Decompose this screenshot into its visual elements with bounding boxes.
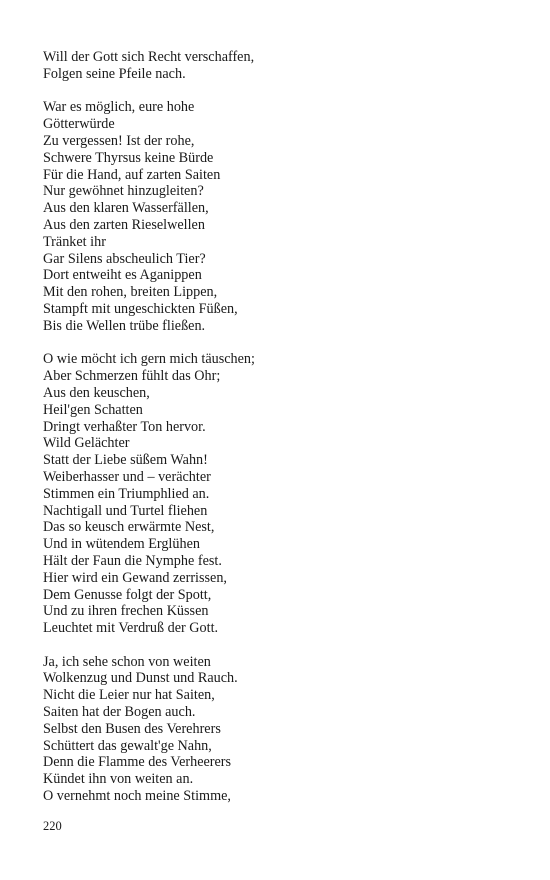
verse-line: War es möglich, eure hohe [43, 99, 195, 116]
verse-line: Gar Silens abscheulich Tier? [43, 250, 206, 267]
verse-line: Nachtigall und Turtel fliehen [43, 502, 208, 519]
verse-line: Für die Hand, auf zarten Saiten [43, 166, 221, 183]
stanza [43, 654, 523, 805]
verse-line: Selbst den Busen des Verehrers [43, 720, 221, 737]
verse-line: Aus den zarten Rieselwellen [43, 216, 205, 233]
verse-line: Folgen seine Pfeile nach. [43, 65, 186, 82]
verse-line: Aus den klaren Wasserfällen, [43, 200, 209, 217]
verse-line: O vernehmt noch meine Stimme, [43, 788, 231, 805]
verse-line: Stampft mit ungeschickten Füßen, [43, 300, 238, 317]
verse-line: Kündet ihn von weiten an. [43, 771, 194, 788]
verse-line: Will der Gott sich Recht verschaffen, [43, 49, 255, 65]
page-number: 220 [43, 819, 62, 833]
verse-line: Weiberhasser und – verächter [43, 468, 211, 485]
verse-line: Und zu ihren frechen Küssen [43, 603, 209, 620]
verse-line: Mit den rohen, breiten Lippen, [43, 284, 218, 301]
verse-line: Aus den keuschen, [43, 384, 150, 401]
stanza [43, 99, 523, 334]
verse-line: Schüttert das gewalt'ge Nahn, [43, 737, 212, 754]
verse-line: Saiten hat der Bogen auch. [43, 704, 196, 721]
verse-line: Dort entweiht es Aganippen [43, 267, 202, 284]
verse-line: Nicht die Leier nur hat Saiten, [43, 687, 215, 704]
verse-line: Ja, ich sehe schon von weiten [43, 653, 211, 670]
verse-line: Wild Gelächter [43, 435, 130, 452]
verse-line: Dem Genusse folgt der Spott, [43, 586, 212, 603]
verse-line: Nur gewöhnet hinzugleiten? [43, 183, 204, 200]
verse-line: Statt der Liebe süßem Wahn! [43, 452, 208, 469]
verse-line: Dringt verhaßter Ton hervor. [43, 418, 206, 435]
poem-body [43, 49, 523, 822]
verse-line: Hier wird ein Gewand zerrissen, [43, 569, 227, 586]
verse-line: Wolkenzug und Dunst und Rauch. [43, 670, 238, 687]
verse-line: Stimmen ein Triumphlied an. [43, 485, 210, 502]
stanza [43, 351, 523, 637]
verse-line: Aber Schmerzen fühlt das Ohr; [43, 368, 221, 385]
verse-line: Bis die Wellen trübe fließen. [43, 317, 206, 334]
verse-line: Götterwürde [43, 116, 115, 133]
verse-line: Zu vergessen! Ist der rohe, [43, 132, 195, 149]
verse-line: Das so keusch erwärmte Nest, [43, 519, 215, 536]
verse-line: Denn die Flamme des Verheerers [43, 754, 232, 771]
verse-line: Hält der Faun die Nymphe fest. [43, 552, 222, 569]
verse-line: Heil'gen Schatten [43, 401, 143, 418]
verse-line: Tränket ihr [43, 233, 106, 250]
verse-line: Und in wütendem Erglühen [43, 536, 200, 553]
verse-line: Schwere Thyrsus keine Bürde [43, 149, 214, 166]
verse-line: Leuchtet mit Verdruß der Gott. [43, 620, 219, 637]
verse-line: O wie möcht ich gern mich täuschen; [43, 351, 255, 368]
stanza [43, 49, 523, 83]
